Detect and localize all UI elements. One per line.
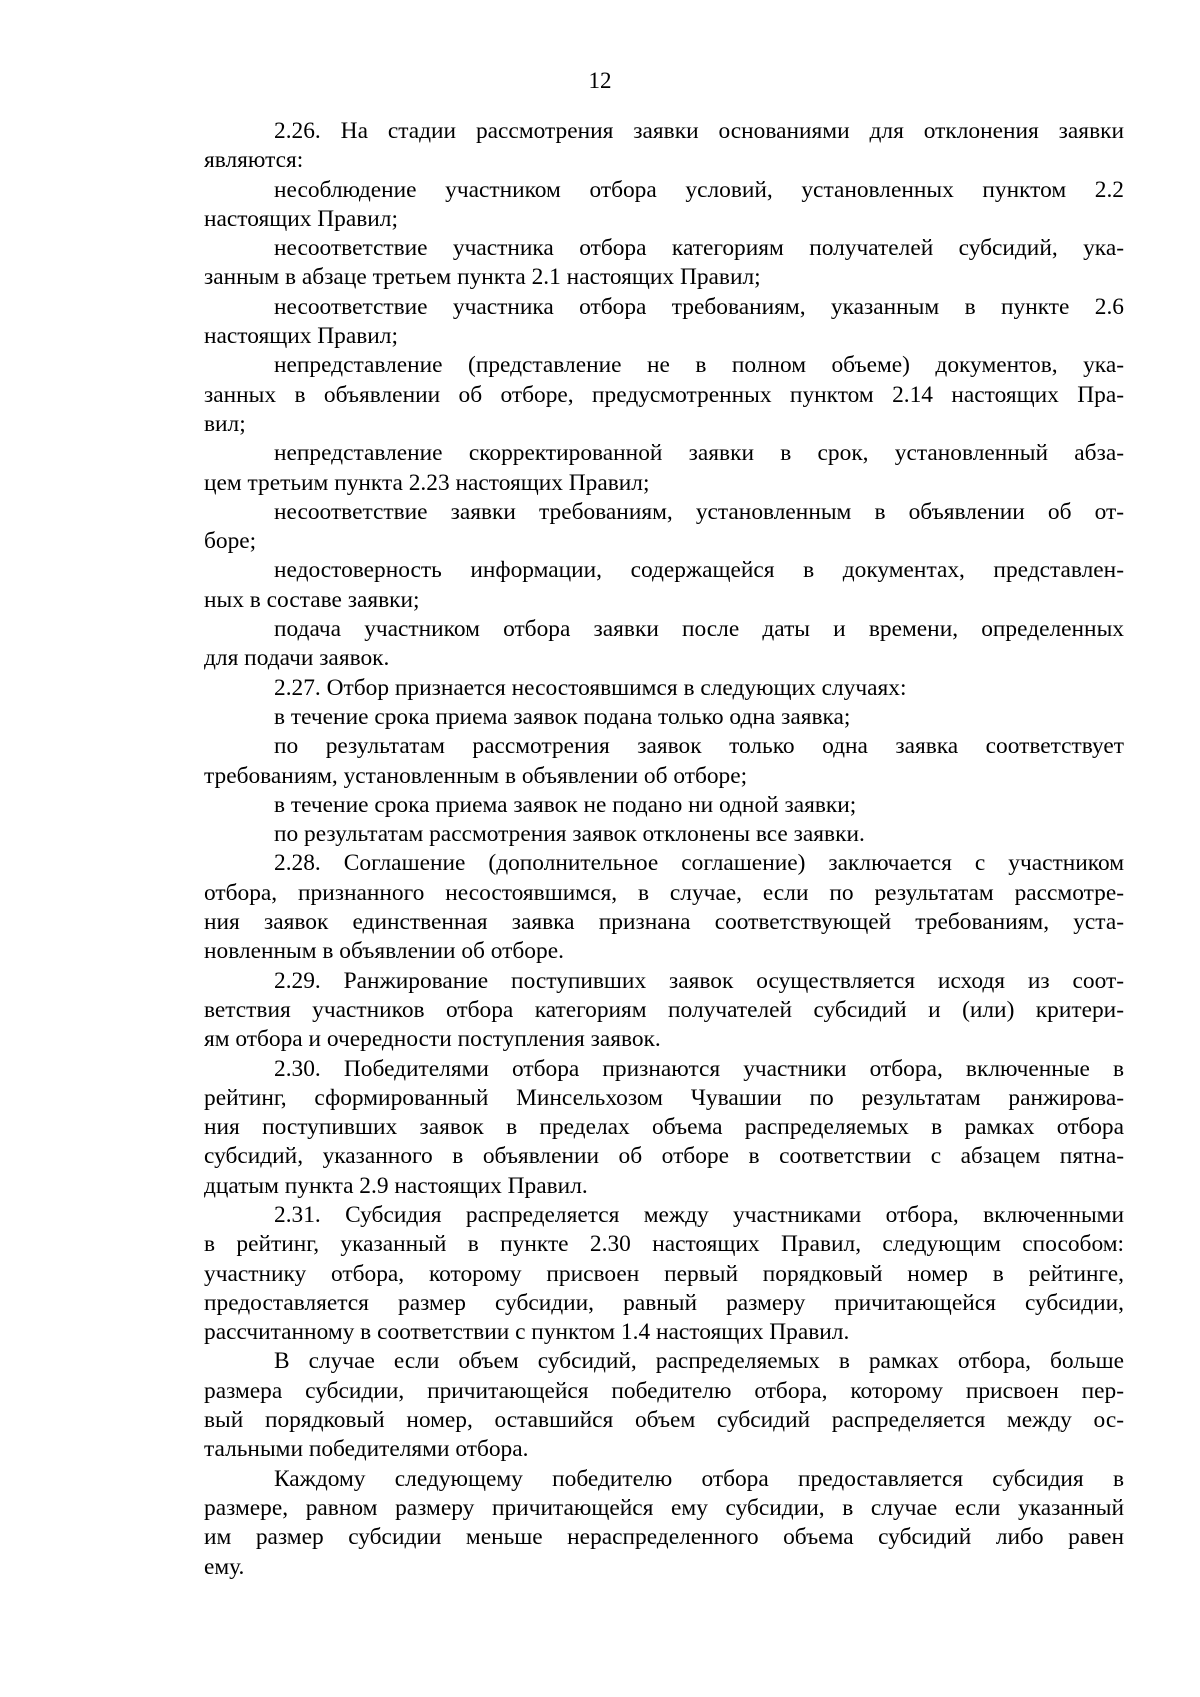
text-line: ветствия участников отбора категориям получателей субсидий и (или) критери- — [204, 996, 1124, 1023]
text-line: им размер субсидии меньше нераспределенного объема субсидий либо равен — [204, 1524, 1124, 1551]
text-line: ям отбора и очередности поступления заявок. — [204, 1026, 661, 1053]
text-line: несоблюдение участником отбора условий, установленных пунктом 2.2 — [274, 176, 1124, 203]
text-line: подача участником отбора заявки после даты и времени, определенных — [274, 616, 1124, 643]
text-line: субсидий, указанного в объявлении об отборе в соответствии с абзацем пятна- — [204, 1143, 1124, 1170]
text-line: 2.28. Соглашение (дополнительное соглашение) заключается с участником — [274, 850, 1124, 877]
text-line: ния заявок единственная заявка признана соответствующей требованиям, уста- — [204, 909, 1124, 936]
text-line: отбора, признанного несостоявшимся, в случае, если по результатам рассмотре- — [204, 879, 1124, 906]
text-line: размера субсидии, причитающейся победителю отбора, которому присвоен пер- — [204, 1377, 1124, 1404]
text-line: в течение срока приема заявок не подано ни одной заявки; — [274, 791, 857, 818]
text-line: являются: — [204, 147, 304, 174]
text-line: несоответствие участника отбора категориям получателей субсидий, ука- — [274, 235, 1124, 262]
text-line: по результатам рассмотрения заявок отклонены все заявки. — [274, 821, 865, 848]
text-line: ния поступивших заявок в пределах объема распределяемых в рамках отбора — [204, 1114, 1124, 1141]
text-line: боре; — [204, 528, 257, 555]
text-line: ему. — [204, 1553, 245, 1580]
document-body — [204, 117, 1124, 1582]
text-line: дцатым пункта 2.9 настоящих Правил. — [204, 1172, 588, 1199]
text-line: по результатам рассмотрения заявок только одна заявка соответствует — [274, 733, 1124, 760]
text-line: занных в объявлении об отборе, предусмотренных пунктом 2.14 настоящих Пра- — [204, 381, 1124, 408]
text-line: несоответствие заявки требованиям, установленным в объявлении об от- — [274, 498, 1124, 525]
text-line: 2.26. На стадии рассмотрения заявки основаниями для отклонения заявки — [274, 118, 1124, 144]
text-line: вый порядковый номер, оставшийся объем субсидий распределяется между ос- — [204, 1407, 1124, 1434]
text-line: требованиям, установленным в объявлении об отборе; — [204, 762, 748, 789]
text-line: 2.30. Победителями отбора признаются участники отбора, включенные в — [274, 1055, 1124, 1082]
text-line: в течение срока приема заявок подана только одна заявка; — [274, 703, 851, 730]
text-line: вил; — [204, 410, 246, 437]
text-line: непредставление скорректированной заявки в срок, установленный абза- — [274, 440, 1124, 467]
text-line: для подачи заявок. — [204, 645, 390, 672]
text-line: настоящих Правил; — [204, 205, 398, 232]
text-line: предоставляется размер субсидии, равный размеру причитающейся субсидии, — [204, 1289, 1124, 1316]
text-line: ных в составе заявки; — [204, 586, 420, 613]
text-line: 2.31. Субсидия распределяется между участниками отбора, включенными — [274, 1201, 1124, 1228]
text-line: занным в абзаце третьем пункта 2.1 настоящих Правил; — [204, 264, 761, 291]
text-line: рейтинг, сформированный Минсельхозом Чувашии по результатам ранжирова- — [204, 1084, 1124, 1111]
text-line: рассчитанному в соответствии с пунктом 1.4 настоящих Правил. — [204, 1319, 850, 1346]
text-line: участнику отбора, которому присвоен первый порядковый номер в рейтинге, — [204, 1260, 1124, 1287]
text-line: новленным в объявлении об отборе. — [204, 938, 564, 965]
text-line: в рейтинг, указанный в пункте 2.30 настоящих Правил, следующим способом: — [204, 1231, 1124, 1258]
text-line: Каждому следующему победителю отбора предоставляется субсидия в — [274, 1465, 1124, 1492]
text-line: несоответствие участника отбора требованиям, указанным в пункте 2.6 — [274, 293, 1124, 320]
page-number: 12 — [588, 68, 612, 93]
text-line: тальными победителями отбора. — [204, 1436, 529, 1463]
text-line: цем третьим пункта 2.23 настоящих Правил; — [204, 469, 650, 496]
text-line: 2.27. Отбор признается несостоявшимся в следующих случаях: — [274, 674, 907, 701]
text-line: непредставление (представление не в полном объеме) документов, ука- — [274, 352, 1124, 379]
text-line: настоящих Правил; — [204, 323, 398, 350]
text-line: В случае если объем субсидий, распределяемых в рамках отбора, больше — [274, 1348, 1124, 1375]
text-line: недостоверность информации, содержащейся в документах, представлен- — [274, 557, 1124, 584]
text-line: размере, равном размеру причитающейся ему субсидии, в случае если указанный — [204, 1494, 1124, 1521]
text-line: 2.29. Ранжирование поступивших заявок осуществляется исходя из соот- — [274, 967, 1124, 994]
